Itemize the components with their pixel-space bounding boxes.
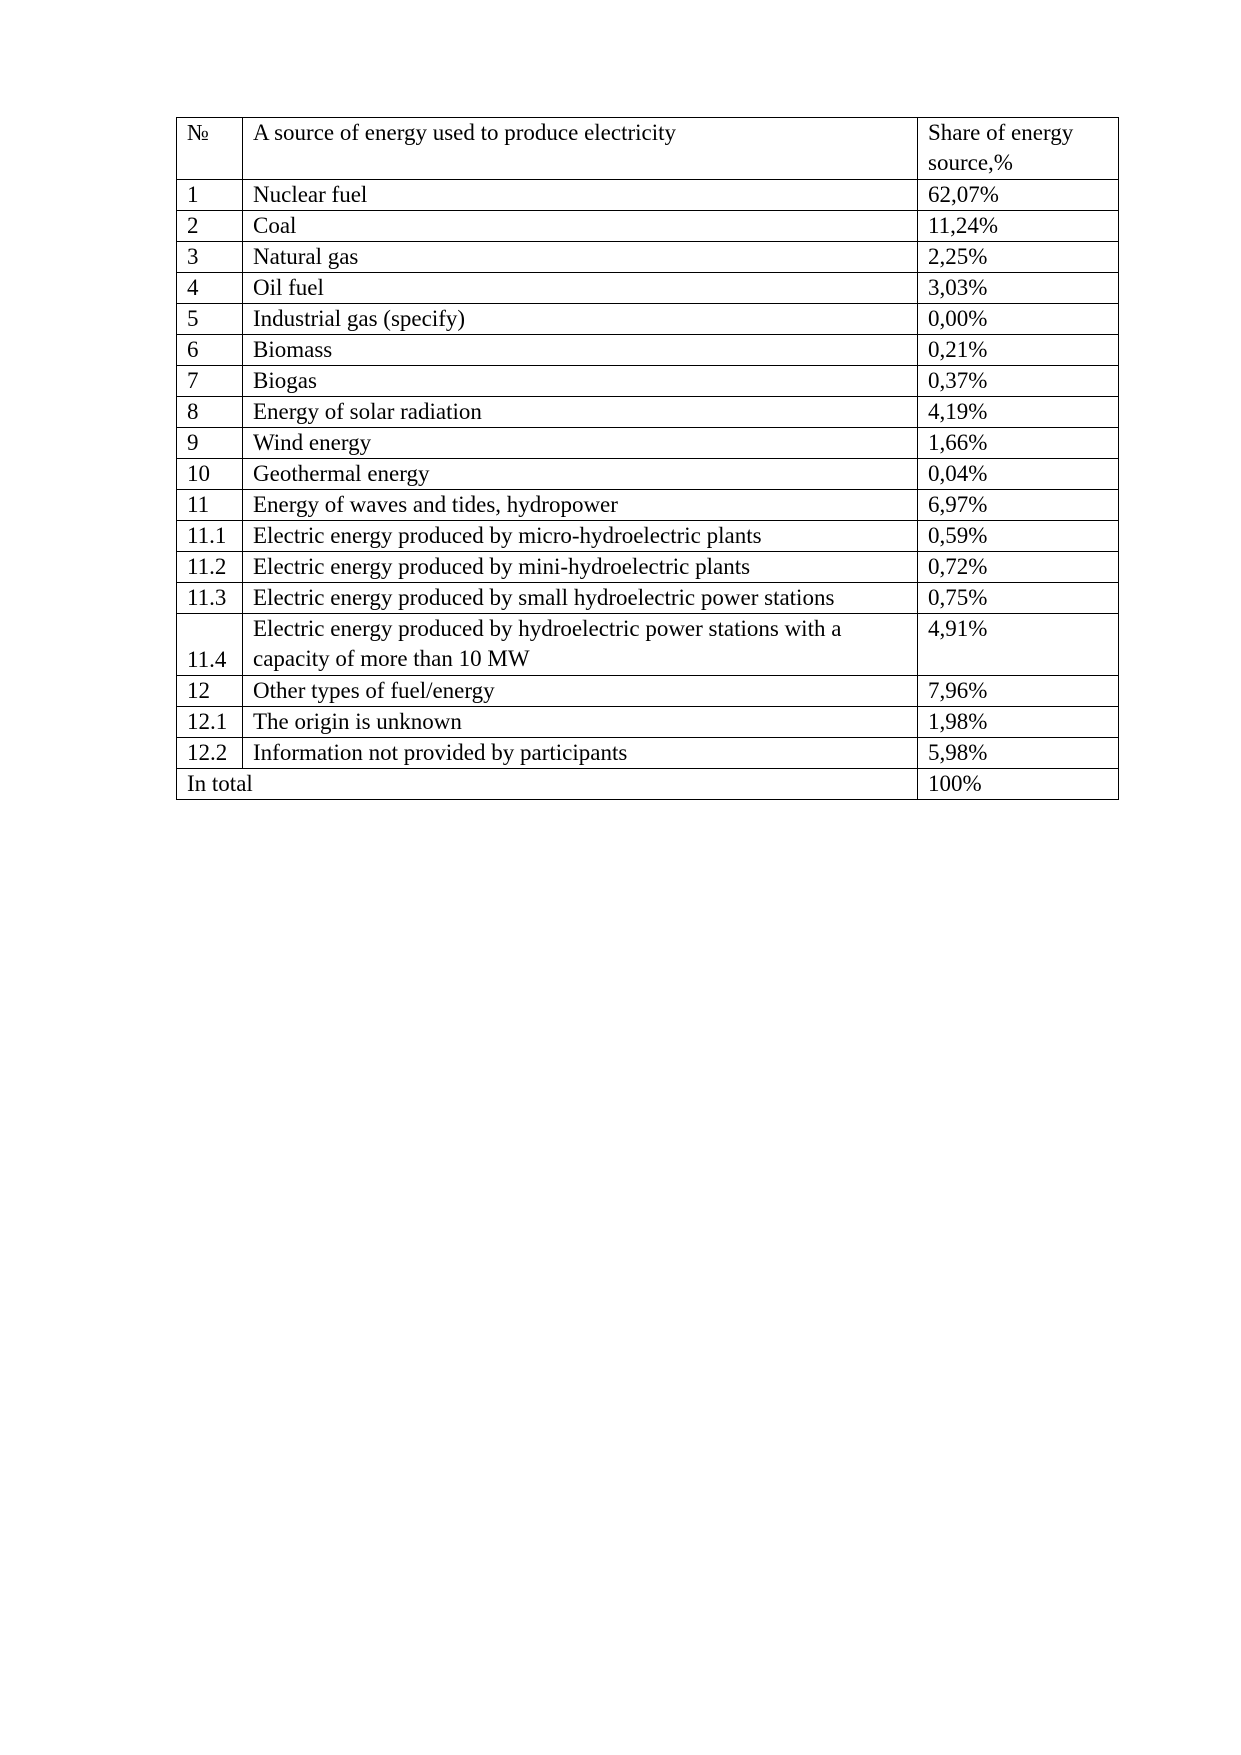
row-source: Other types of fuel/energy [243,676,918,707]
row-source: Wind energy [243,428,918,459]
row-source: Biogas [243,366,918,397]
row-number: 8 [177,397,243,428]
total-share: 100% [918,769,1119,800]
table-row [177,738,1119,769]
row-share: 5,98% [918,738,1119,769]
row-number: 4 [177,273,243,304]
row-share: 0,37% [918,366,1119,397]
table-row [177,490,1119,521]
table-row [177,242,1119,273]
table-row [177,614,1119,676]
row-number: 6 [177,335,243,366]
row-source: Nuclear fuel [243,180,918,211]
row-source: Energy of waves and tides, hydropower [243,490,918,521]
table-row [177,552,1119,583]
row-source: Oil fuel [243,273,918,304]
row-share: 0,00% [918,304,1119,335]
row-share: 4,19% [918,397,1119,428]
header-source: A source of energy used to produce electricity [243,118,918,180]
header-share: Share of energy source,% [918,118,1119,180]
table-row [177,180,1119,211]
row-share: 2,25% [918,242,1119,273]
table-row [177,707,1119,738]
row-number: 10 [177,459,243,490]
row-share: 0,75% [918,583,1119,614]
row-source: Electric energy produced by hydroelectric power stations with a capacity of more than 10 MW [243,614,918,676]
table-header-row [177,118,1119,180]
table-row [177,676,1119,707]
table-row [177,583,1119,614]
table-row [177,366,1119,397]
row-number: 1 [177,180,243,211]
row-share: 4,91% [918,614,1119,676]
row-source: Natural gas [243,242,918,273]
row-share: 62,07% [918,180,1119,211]
table-row [177,459,1119,490]
row-source: Biomass [243,335,918,366]
row-number: 3 [177,242,243,273]
row-number: 11.3 [177,583,243,614]
row-source: Energy of solar radiation [243,397,918,428]
row-number: 12 [177,676,243,707]
row-source: Coal [243,211,918,242]
header-number: № [177,118,243,180]
row-share: 0,21% [918,335,1119,366]
table-row [177,273,1119,304]
row-share: 1,66% [918,428,1119,459]
energy-source-table [176,117,1119,800]
row-number: 11.1 [177,521,243,552]
row-share: 11,24% [918,211,1119,242]
table-row [177,397,1119,428]
row-source: The origin is unknown [243,707,918,738]
row-share: 3,03% [918,273,1119,304]
row-number: 7 [177,366,243,397]
row-share: 6,97% [918,490,1119,521]
row-number: 12.1 [177,707,243,738]
row-share: 0,59% [918,521,1119,552]
row-number: 11.4 [177,614,243,676]
table-row [177,304,1119,335]
row-source: Electric energy produced by mini-hydroelectric plants [243,552,918,583]
row-number: 9 [177,428,243,459]
table-row [177,335,1119,366]
table-row [177,211,1119,242]
row-source: Electric energy produced by micro-hydroelectric plants [243,521,918,552]
row-source: Geothermal energy [243,459,918,490]
row-source: Electric energy produced by small hydroelectric power stations [243,583,918,614]
table-row [177,428,1119,459]
row-number: 11.2 [177,552,243,583]
row-source: Industrial gas (specify) [243,304,918,335]
row-share: 1,98% [918,707,1119,738]
row-share: 0,04% [918,459,1119,490]
table-row [177,521,1119,552]
total-label: In total [177,769,918,800]
row-share: 7,96% [918,676,1119,707]
row-number: 5 [177,304,243,335]
row-share: 0,72% [918,552,1119,583]
row-number: 2 [177,211,243,242]
row-number: 11 [177,490,243,521]
row-number: 12.2 [177,738,243,769]
row-source: Information not provided by participants [243,738,918,769]
total-row [177,769,1119,800]
